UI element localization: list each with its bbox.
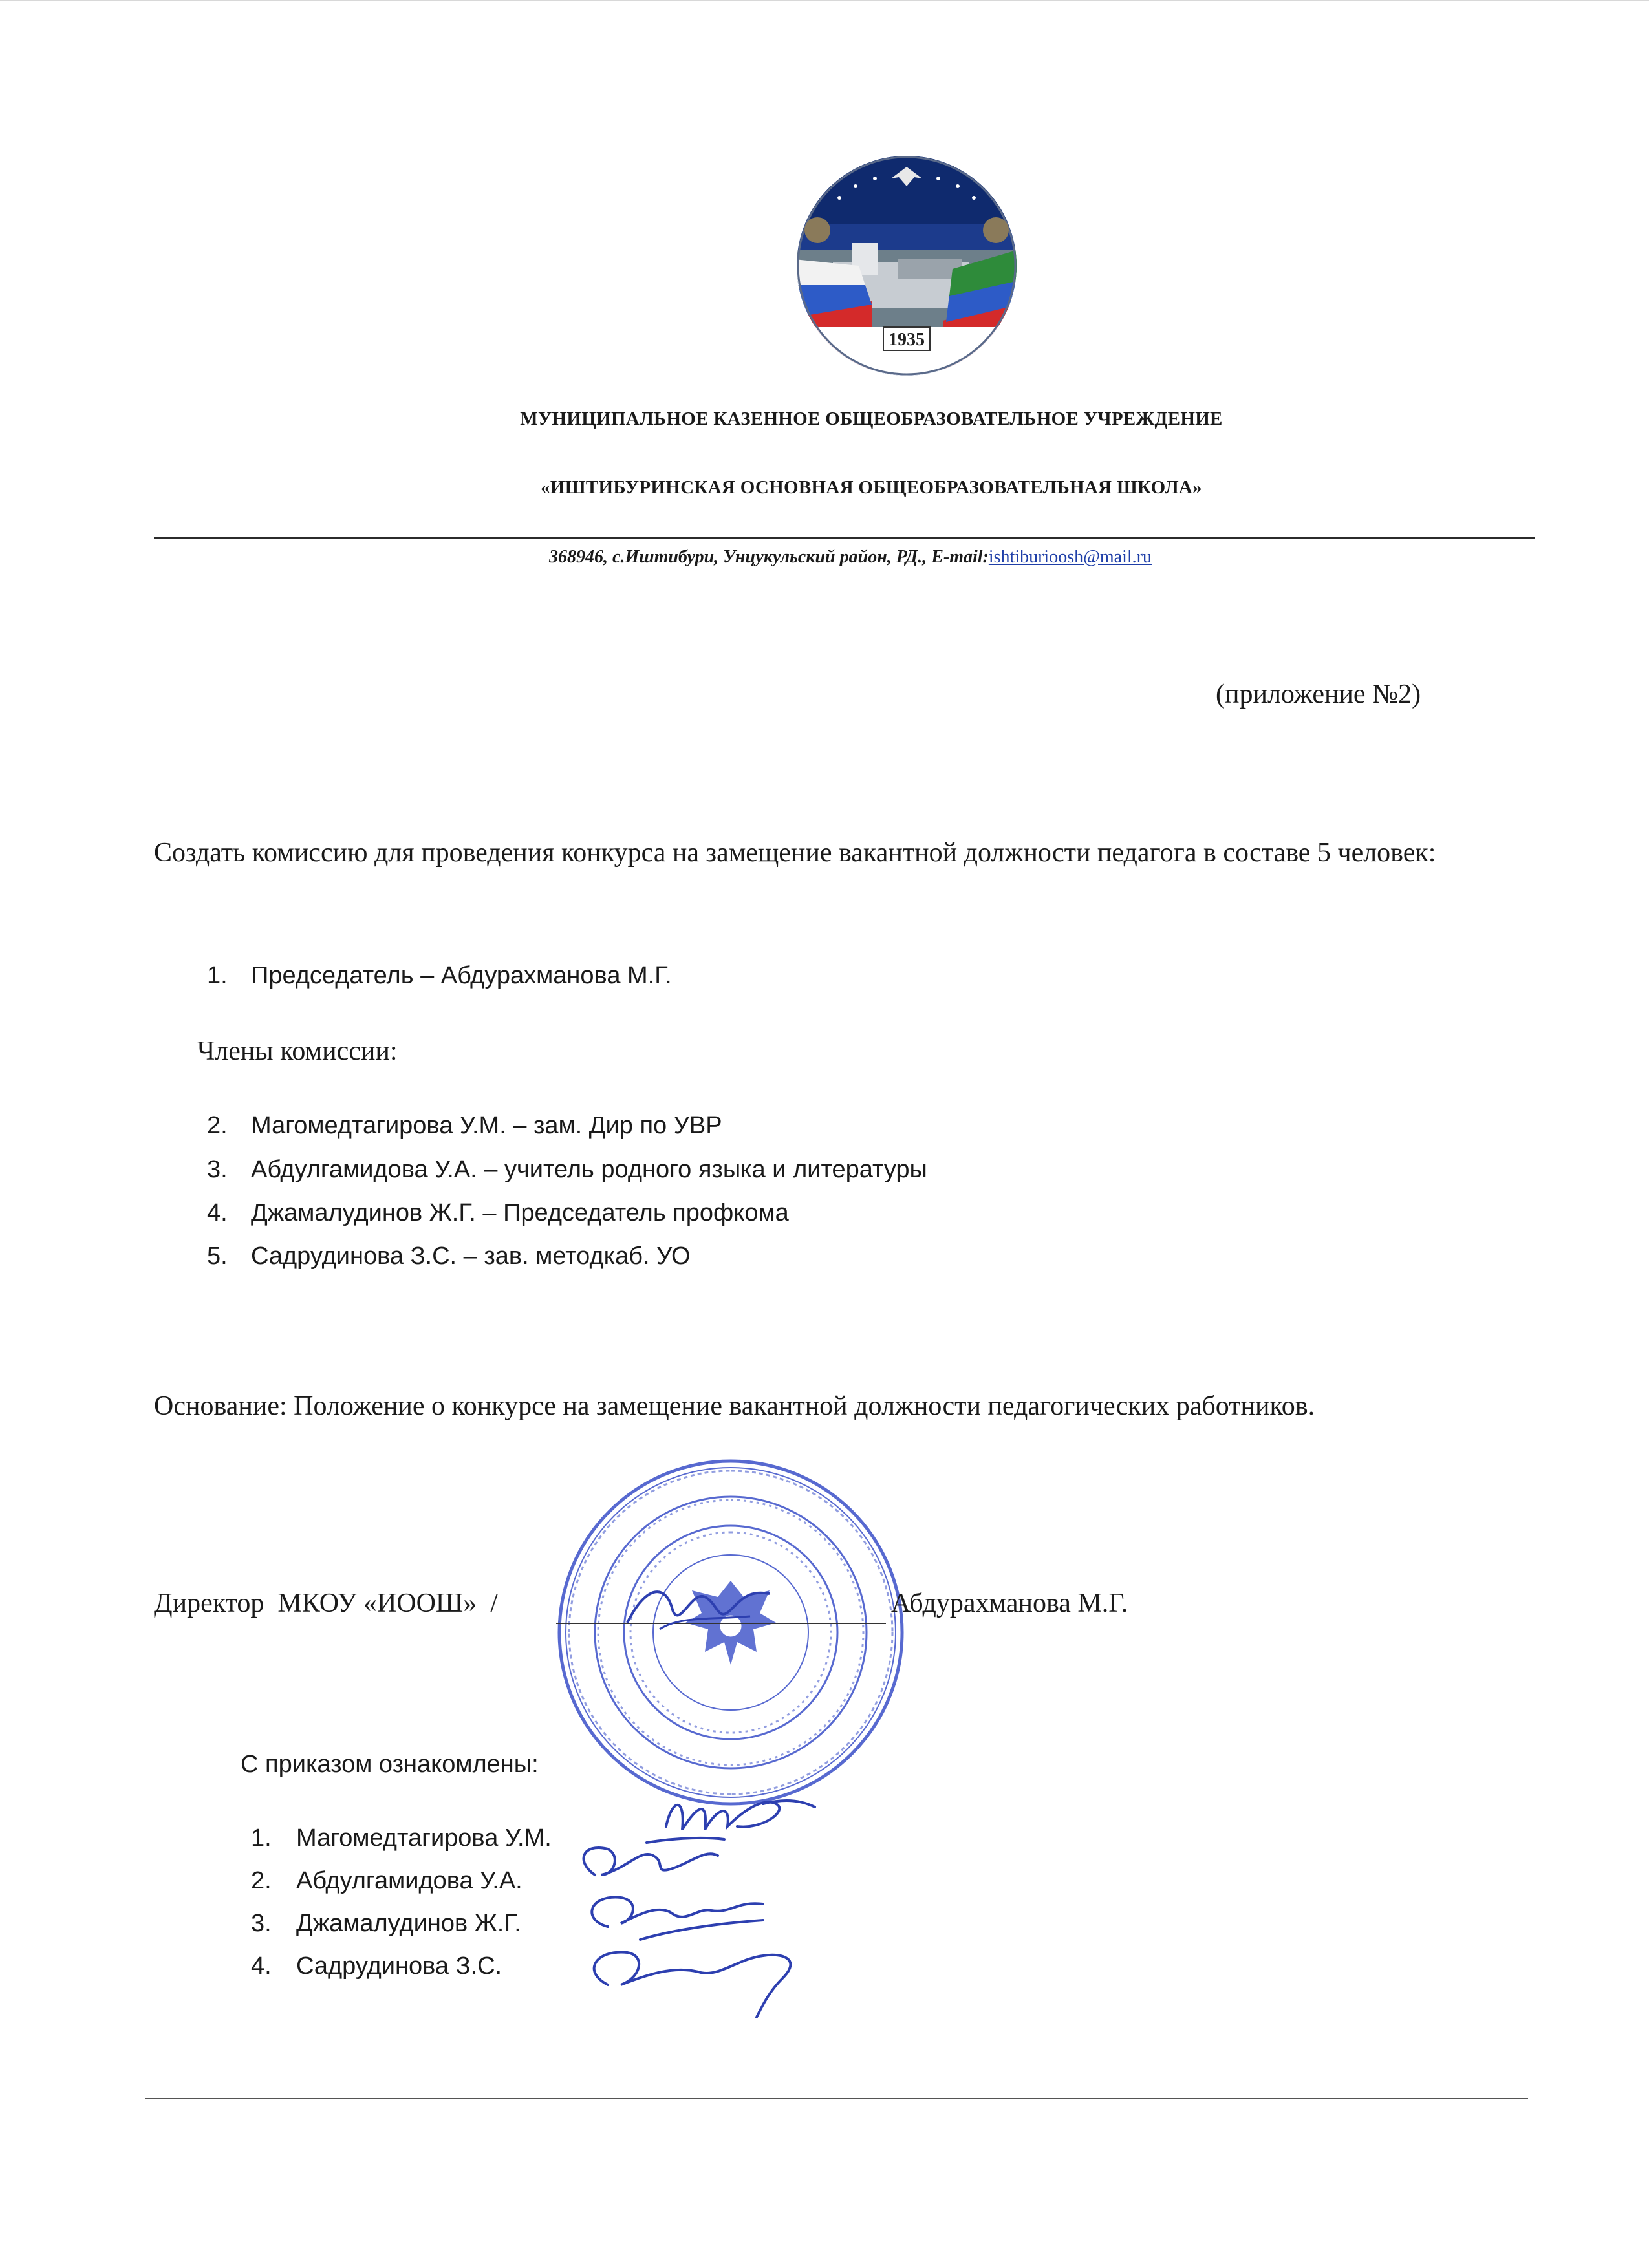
- list-text: Абдулгамидова У.А. – учитель родного языка и литературы: [251, 1156, 927, 1183]
- list-text: Садрудинова З.С. – зав. методкаб. УО: [251, 1243, 691, 1270]
- list-number: 1.: [207, 962, 228, 989]
- org-name-line2: «ИШТИБУРИНСКАЯ ОСНОВНАЯ ОБЩЕОБРАЗОВАТЕЛЬНАЯ ШКОЛА»: [541, 477, 1202, 498]
- list-number: 5.: [207, 1243, 228, 1270]
- list-text: Магомедтагирова У.М. – зам. Дир по УВР: [251, 1112, 722, 1139]
- director-signature: [621, 1571, 776, 1642]
- list-number: 2.: [207, 1112, 228, 1139]
- list-text: Джамалудинов Ж.Г. – Председатель профкома: [251, 1199, 789, 1226]
- school-emblem-logo: [794, 153, 1019, 379]
- handwritten-signatures: [569, 1791, 841, 2024]
- list-text: Председатель – Абдурахманова М.Г.: [251, 962, 672, 989]
- acknowledgement-heading: С приказом ознакомлены:: [241, 1751, 539, 1778]
- list-number: 4.: [251, 1952, 272, 1980]
- list-text: Абдулгамидова У.А.: [296, 1867, 523, 1894]
- email-link[interactable]: ishtiburioosh@mail.ru: [988, 547, 1152, 567]
- scan-edge-line: [0, 0, 1649, 1]
- address-text: 368946, с.Иштибури, Унцукульский район, РД., E-mail:: [549, 547, 989, 567]
- intro-paragraph: Создать комиссию для проведения конкурса на замещение вакантной должности педагога в составе 5 человек:: [154, 838, 1436, 868]
- list-item: [0, 1199, 1649, 1232]
- footer-divider: [146, 2098, 1528, 2099]
- list-number: 3.: [207, 1156, 228, 1183]
- basis-paragraph: Основание: Положение о конкурсе на замещение вакантной должности педагогических работников.: [154, 1391, 1315, 1421]
- emblem-year: 1935: [889, 330, 925, 350]
- director-label: Директор МКОУ «ИООШ» /: [154, 1589, 498, 1618]
- list-number: 4.: [207, 1199, 228, 1226]
- header-divider: [154, 537, 1535, 539]
- members-heading: Члены комиссии:: [197, 1036, 398, 1066]
- list-text: Садрудинова З.С.: [296, 1952, 502, 1980]
- list-number: 2.: [251, 1867, 272, 1894]
- list-item: [0, 1156, 1649, 1188]
- list-item: [0, 1112, 1649, 1144]
- list-number: 3.: [251, 1910, 272, 1937]
- list-item: [0, 1243, 1649, 1275]
- appendix-label: (приложение №2): [1216, 679, 1421, 709]
- org-name-line1: МУНИЦИПАЛЬНОЕ КАЗЕННОЕ ОБЩЕОБРАЗОВАТЕЛЬНОЕ УЧРЕЖДЕНИЕ: [520, 409, 1223, 429]
- chairman-item: [0, 962, 1649, 994]
- list-text: Джамалудинов Ж.Г.: [296, 1910, 521, 1937]
- list-text: Магомедтагирова У.М.: [296, 1824, 552, 1852]
- director-name: Абдурахманова М.Г.: [891, 1589, 1128, 1618]
- list-number: 1.: [251, 1824, 272, 1852]
- address-line: [0, 547, 1649, 568]
